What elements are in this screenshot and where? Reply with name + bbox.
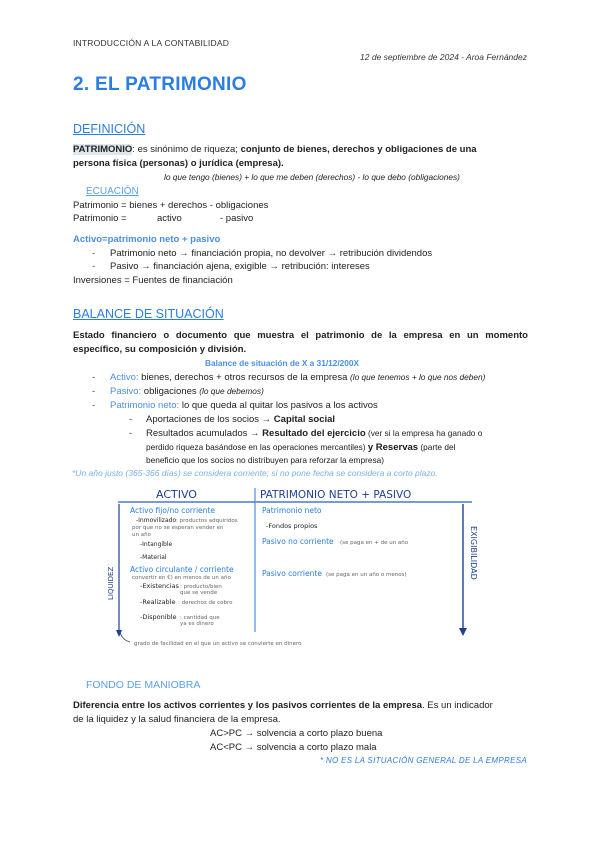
balance-activo — [110, 372, 485, 383]
page-title: 2. EL PATRIMONIO — [73, 74, 247, 95]
activo-note: (lo que tenemos + lo que nos deben) — [350, 372, 486, 382]
section-balance: BALANCE DE SITUACIÓN — [73, 307, 224, 321]
bullet-dash: - — [129, 414, 133, 425]
fondo-rule1: AC>PC → solvencia a corto plazo buena — [210, 728, 383, 739]
fondo-def-line1 — [73, 700, 493, 711]
pasivo-note: (lo que debemos) — [199, 386, 264, 396]
exigibilidad-arrowhead — [459, 628, 467, 636]
bullet-patrimonio-neto: Patrimonio neto → financiación propia, no devolver → retribución dividendos — [110, 248, 433, 259]
exigibilidad-label: EXIGIBILIDAD — [469, 526, 478, 580]
existencias-note2: que se vende — [180, 590, 218, 596]
balance-subtitle: Balance de situación de X a 31/12/200X — [205, 358, 360, 368]
pnc-note: (se paga en + de un año — [340, 540, 409, 546]
pasivo-label: Pasivo: — [110, 386, 142, 397]
ac-title: Activo circulante / corriente — [130, 565, 234, 574]
section-fondo: FONDO DE MANIOBRA — [86, 679, 201, 691]
sub2-note3: (parte del — [418, 442, 456, 452]
pn-title: Patrimonio neto — [262, 506, 322, 515]
sub-resultados — [146, 428, 482, 439]
equation-1: Patrimonio = bienes + derechos - obligaciones — [73, 200, 269, 211]
balance-pn — [110, 400, 378, 411]
disponible-note2: ya es dinero — [180, 621, 214, 627]
equation-2-pasivo: - pasivo — [220, 213, 254, 224]
bullet-dash: - — [92, 386, 96, 397]
pn-text: lo que queda al quitar los pasivos a los activos — [179, 400, 378, 411]
intangible-note: : productos adquiridos — [176, 518, 238, 524]
balance-pasivo — [110, 386, 264, 397]
ecuacion-heading: ECUACIÓN — [86, 186, 139, 197]
definition-bold: conjunto de bienes, derechos y obligaciones de una — [240, 144, 477, 155]
activo-label: Activo: — [110, 372, 139, 383]
sub1-text: Aportaciones de los socios → — [146, 414, 274, 425]
section-definicion: DEFINICIÓN — [73, 122, 146, 136]
equation-2-left: Patrimonio = — [73, 213, 127, 224]
pasivo-text: obligaciones — [141, 386, 200, 397]
realizable: -Realizable — [140, 598, 176, 606]
realizable-note: : derechos de cobro — [178, 600, 233, 606]
intangible-note2: por que no se esperan vender en — [132, 525, 224, 531]
fondo-def-rest: . Es un indicador — [422, 700, 493, 711]
sub2-note2: perdido riqueza basándose en las operaciones mercantiles) — [146, 442, 368, 452]
course-header: INTRODUCCIÓN A LA CONTABILIDAD — [73, 38, 230, 48]
balance-def-line2: específico, su composición y división. — [73, 344, 247, 355]
sub2-bold2: y Reservas — [367, 442, 419, 453]
fondo-def-line2: de la liquidez y la salud financiera de la empresa. — [73, 714, 281, 725]
definition-line1 — [73, 144, 528, 155]
sub2-bold: Resultado del ejercicio — [262, 428, 366, 439]
fondo-rule2: AC<PC → solvencia a corto plazo mala — [210, 742, 377, 753]
bullet-pasivo: Pasivo → financiación ajena, exigible → retribución: intereses — [110, 261, 370, 272]
intangible: -Inmovilizado — [136, 517, 177, 524]
term-patrimonio: PATRIMONIO — [73, 144, 133, 155]
pasivo-corriente: Pasivo corriente — [262, 569, 322, 578]
caption-curve — [120, 632, 130, 642]
af-title: Activo fijo/no corriente — [130, 506, 215, 515]
bullet-dash: - — [92, 261, 96, 272]
definition-line2: persona física (personas) o jurídica (empresa). — [73, 158, 284, 169]
bullet-dash: - — [92, 372, 96, 383]
date-author: 12 de septiembre de 2024 - Aroa Fernández — [360, 52, 527, 62]
existencias: -Existencias — [140, 582, 179, 590]
equation-2-activo: activo — [157, 213, 182, 224]
bullet-dash: - — [129, 428, 133, 439]
pn-label: Patrimonio neto: — [110, 400, 180, 411]
balance-footnote: *Un año justo (365-366 días) se considera corriente; si no pone fecha se considera a corto plazo. — [72, 468, 438, 478]
liquidez-caption: grado de facilidad en el que un activo se convierte en dinero — [134, 641, 302, 647]
col-pn-pasivo: PATRIMONIO NETO + PASIVO — [260, 489, 412, 501]
disponible: -Disponible — [140, 613, 177, 621]
material-item: -Material — [140, 554, 167, 561]
definition-text: : es sinónimo de riqueza; — [132, 144, 241, 155]
sub-aportaciones — [146, 414, 335, 425]
pc-note: (se paga en un año o menos) — [326, 572, 407, 578]
fondos-propios: -Fondos propios — [266, 522, 318, 530]
fondo-note: * NO ES LA SITUACIÓN GENERAL DE LA EMPRESA — [319, 756, 527, 765]
existencias-note: : producto/bien — [180, 584, 222, 590]
col-activo: ACTIVO — [156, 488, 197, 501]
liquidez-label: LIQUIDEZ — [107, 566, 115, 600]
balance-diagram — [100, 482, 500, 648]
definition-note: lo que tengo (bienes) + lo que me deben (derechos) - lo que debo (obligaciones) — [164, 172, 460, 182]
sub-resultados-line3: beneficio que los socios no distribuyen para reforzar la empresa) — [146, 455, 384, 465]
bullet-dash: - — [92, 248, 96, 259]
sub-resultados-line2 — [146, 442, 455, 453]
balance-def-line1: Estado financiero o documento que muestra el patrimonio de la empresa en un momento — [73, 330, 528, 341]
intangible-note3: un año — [132, 532, 151, 538]
fondo-def-bold: Diferencia entre los activos corrientes y los pasivos corrientes de la empresa — [73, 700, 423, 711]
intangible-item: -Intangible — [140, 541, 173, 548]
sub2-note1: (ver si la empresa ha ganado o — [365, 428, 483, 438]
activo-equation: Activo=patrimonio neto + pasivo — [73, 234, 221, 245]
pasivo-no-corriente: Pasivo no corriente — [262, 537, 334, 546]
activo-text: bienes, derechos + otros recursos de la empresa — [138, 372, 351, 383]
inversiones-line: Inversiones = Fuentes de financiación — [73, 275, 233, 286]
bullet-dash: - — [92, 400, 96, 411]
disponible-note: : cantidad que — [180, 615, 220, 621]
ac-note: convertir en €) en menos de un año — [132, 575, 231, 581]
sub2-text: Resultados acumulados → — [146, 428, 263, 439]
sub1-bold: Capital social — [273, 414, 336, 425]
